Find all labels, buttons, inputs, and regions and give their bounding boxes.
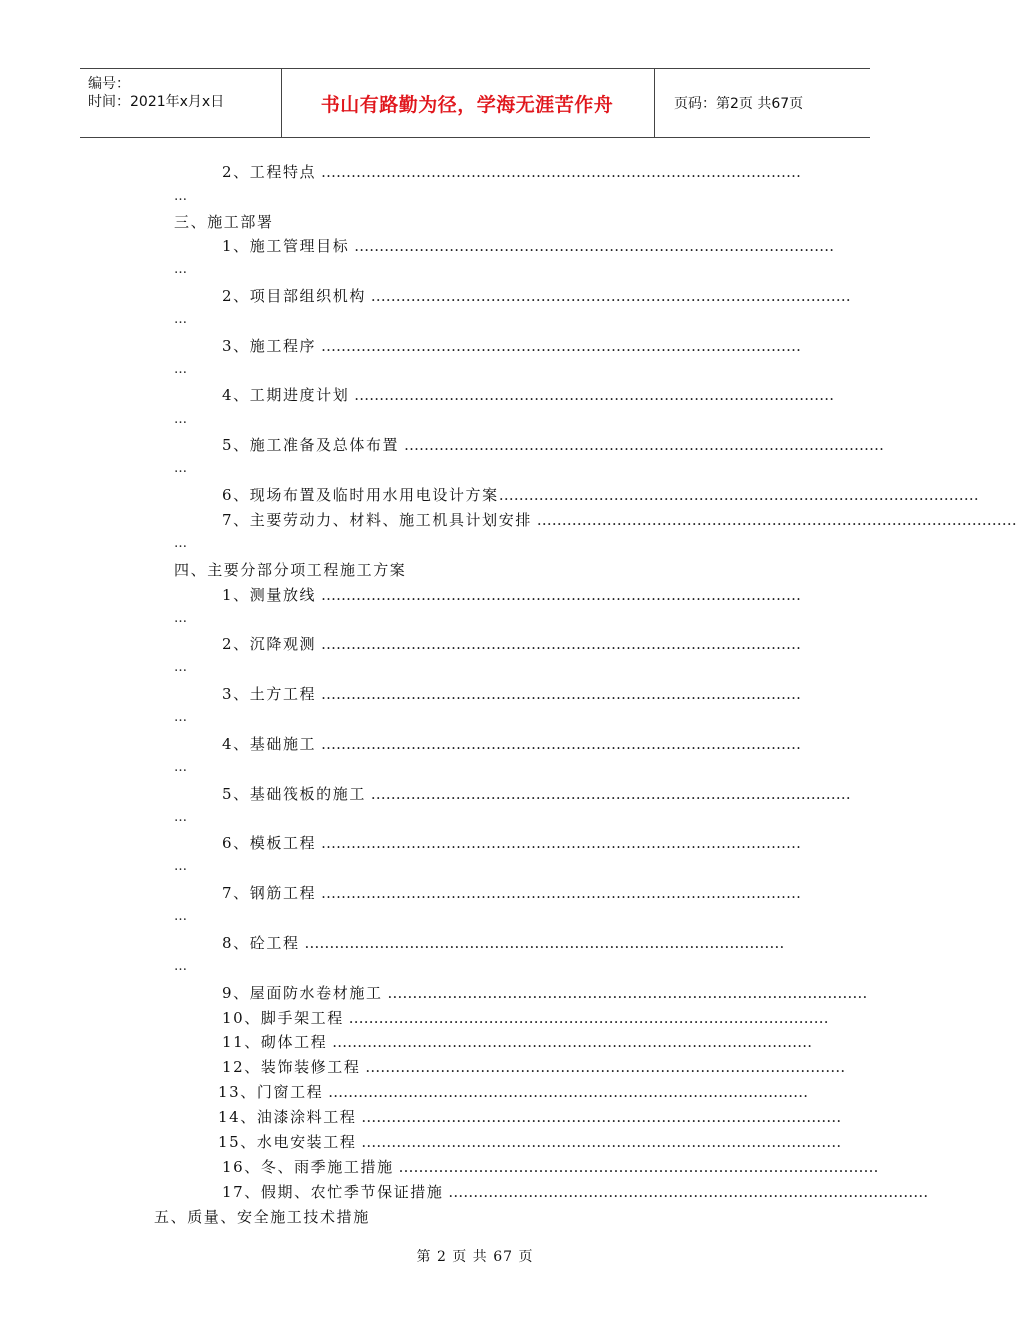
header-motto: 书山有路勤为径，学海无涯苦作舟 (320, 93, 614, 116)
toc-section-heading: 四、主要分部分项工程施工方案 (174, 561, 407, 579)
toc-entry-dots-wrap: … (174, 660, 187, 675)
toc-entry: 8、砼工程 …………………………………………………………………………………… (222, 934, 785, 952)
toc-entry-dots-wrap: … (174, 810, 187, 825)
toc-entry: 2、沉降观测 …………………………………………………………………………………… (222, 635, 801, 653)
toc-entry-dots-wrap: … (174, 959, 187, 974)
toc-entry-dots-wrap: … (174, 189, 187, 204)
toc-entry: 16、冬、雨季施工措施 …………………………………………………………………………………… (222, 1158, 879, 1176)
toc-entry: 14、油漆涂料工程 …………………………………………………………………………………… (218, 1108, 842, 1126)
toc-entry: 3、土方工程 …………………………………………………………………………………… (222, 685, 801, 703)
page-footer: 第 2 页 共 67 页 (416, 1249, 534, 1265)
toc-entry: 11、砌体工程 …………………………………………………………………………………… (222, 1033, 813, 1051)
toc-entry: 10、脚手架工程 …………………………………………………………………………………… (222, 1009, 829, 1027)
toc-entry-dots-wrap: … (174, 536, 187, 551)
toc-entry: 2、项目部组织机构 …………………………………………………………………………………… (222, 287, 851, 305)
toc-entry: 7、钢筋工程 …………………………………………………………………………………… (222, 884, 801, 902)
header-page-label: 页码：第2页 共67页 (674, 96, 804, 112)
toc-entry: 2、工程特点 …………………………………………………………………………………… (222, 163, 801, 181)
document-number-label: 编号： (88, 76, 130, 92)
toc-section-heading: 五、质量、安全施工技术措施 (154, 1208, 370, 1226)
toc-entry: 5、基础筏板的施工 …………………………………………………………………………………… (222, 785, 851, 803)
toc-entry: 4、基础施工 …………………………………………………………………………………… (222, 735, 801, 753)
toc-entry-dots-wrap: … (174, 909, 187, 924)
toc-entry: 17、假期、农忙季节保证措施 …………………………………………………………………………………… (222, 1183, 929, 1201)
toc-entry: 3、施工程序 …………………………………………………………………………………… (222, 337, 801, 355)
toc-entry: 6、现场布置及临时用水用电设计方案…………………………………………………………………………………… (222, 486, 979, 504)
toc-entry-dots-wrap: … (174, 859, 187, 874)
toc-entry-dots-wrap: … (174, 461, 187, 476)
toc-entry-dots-wrap: … (174, 760, 187, 775)
toc-entry-dots-wrap: … (174, 412, 187, 427)
toc-entry-dots-wrap: … (174, 362, 187, 377)
toc-section-heading: 三、施工部署 (174, 213, 274, 231)
document-time-label: 时间：2021年x月x日 (88, 94, 225, 110)
toc-entry: 1、测量放线 …………………………………………………………………………………… (222, 586, 801, 604)
toc-entry: 15、水电安装工程 …………………………………………………………………………………… (218, 1133, 842, 1151)
toc-entry: 13、门窗工程 …………………………………………………………………………………… (218, 1083, 809, 1101)
toc-entry-dots-wrap: … (174, 312, 187, 327)
toc-entry-dots-wrap: … (174, 710, 187, 725)
toc-entry: 7、主要劳动力、材料、施工机具计划安排 …………………………………………………………………………………… (222, 511, 1017, 529)
toc-entry: 12、装饰装修工程 …………………………………………………………………………………… (222, 1058, 846, 1076)
toc-entry-dots-wrap: … (174, 611, 187, 626)
toc-entry: 4、工期进度计划 …………………………………………………………………………………… (222, 386, 835, 404)
toc-entry: 1、施工管理目标 …………………………………………………………………………………… (222, 237, 835, 255)
toc-entry: 6、模板工程 …………………………………………………………………………………… (222, 834, 801, 852)
toc-entry-dots-wrap: … (174, 262, 187, 277)
toc-entry: 5、施工准备及总体布置 …………………………………………………………………………………… (222, 436, 884, 454)
toc-entry: 9、屋面防水卷材施工 …………………………………………………………………………………… (222, 984, 868, 1002)
